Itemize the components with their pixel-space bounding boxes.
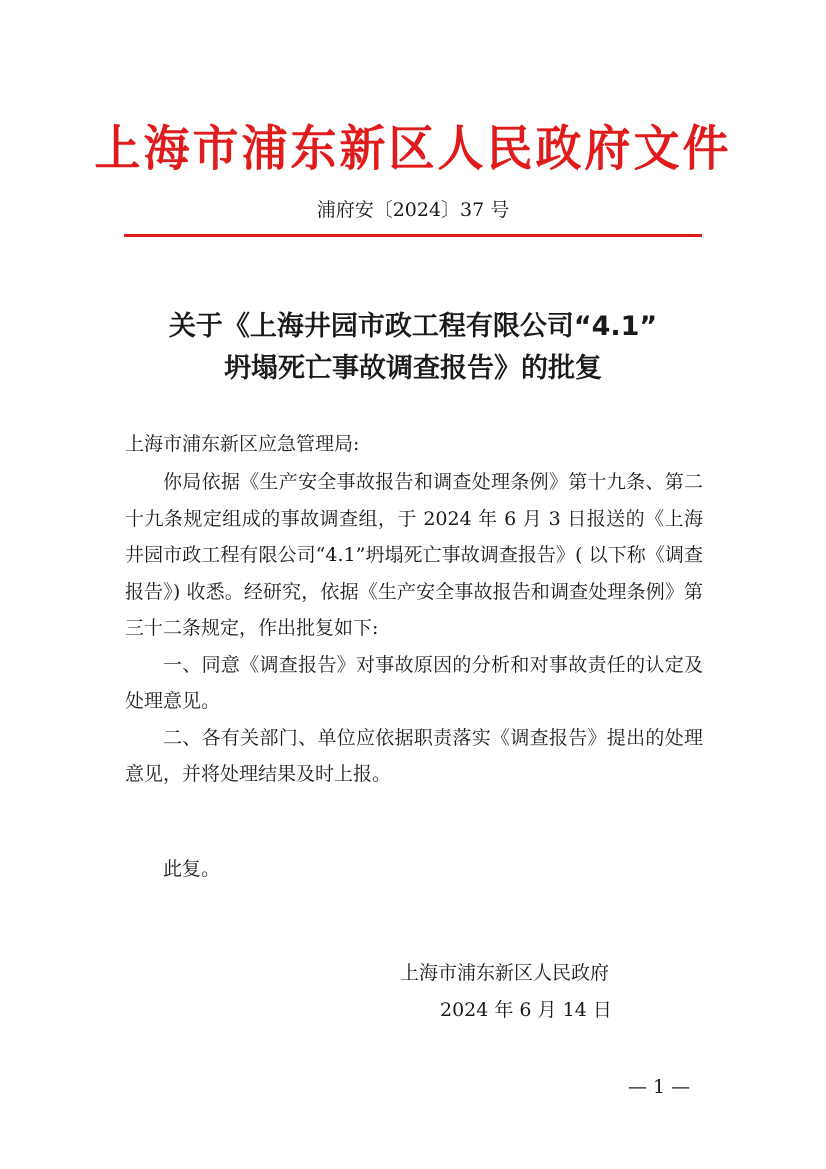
document-title bbox=[100, 306, 726, 390]
document-title-line-1: 关于《上海井园市政工程有限公司“4.1” bbox=[168, 311, 658, 342]
body-text bbox=[125, 464, 703, 793]
issue-date: 2024 年 6 月 14 日 bbox=[440, 999, 612, 1021]
salutation: 上海市浦东新区应急管理局: bbox=[125, 433, 360, 455]
closing-remark: 此复。 bbox=[163, 858, 221, 880]
page-number: — 1 — bbox=[628, 1076, 691, 1098]
agency-header-title: 上海市浦东新区人民政府文件 bbox=[94, 119, 732, 177]
body-paragraph: 你局依据《生产安全事故报告和调查处理条例》第十九条、第二十九条规定组成的事故调查组，于 2024 年 6 月 3 日报送的《上海井园市政工程有限公司“4.1”坍塌死亡事故调查报告》( 以下称《调查报告》) 收悉。经研究，依据《生产安全事故报告和调查处理条例》第三十二条规定，作出批复如下: bbox=[125, 471, 703, 639]
body-paragraph: 一、同意《调查报告》对事故原因的分析和对事故责任的认定及处理意见。 bbox=[125, 653, 703, 712]
issuer-signature: 上海市浦东新区人民政府 bbox=[400, 962, 610, 984]
document-title-line-2: 坍塌死亡事故调查报告》的批复 bbox=[224, 353, 602, 384]
body-paragraph: 二、各有关部门、单位应依据职责落实《调查报告》提出的处理意见，并将处理结果及时上报。 bbox=[125, 726, 703, 785]
document-number: 浦府安〔2024〕37 号 bbox=[316, 199, 510, 221]
red-separator-line bbox=[124, 234, 702, 237]
